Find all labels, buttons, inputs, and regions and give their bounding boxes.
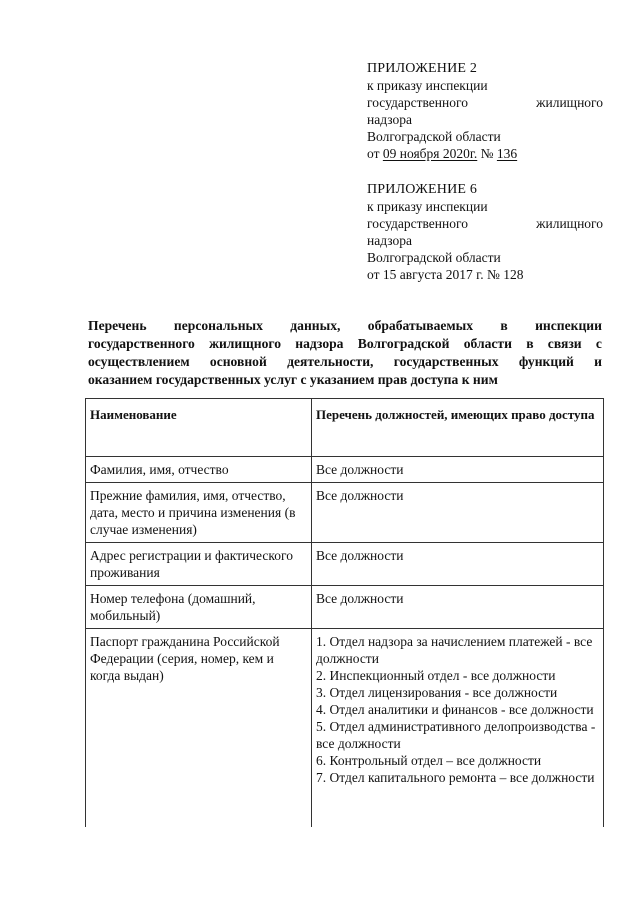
document-title xyxy=(88,317,602,389)
access-list-item: 5. Отдел административного делопроизводства - все должности xyxy=(316,719,596,751)
title-line xyxy=(88,317,602,335)
title-word: основной xyxy=(209,354,267,369)
title-word: государственных xyxy=(393,354,499,369)
appendix-previous-date-line: от 15 августа 2017 г. № 128 xyxy=(367,267,524,282)
title-word: инспекции xyxy=(535,318,602,333)
appendix-previous-line1: к приказу инспекции xyxy=(367,199,488,214)
title-word: в xyxy=(500,318,508,333)
access-list xyxy=(316,633,599,786)
header-name: Наименование xyxy=(86,399,312,457)
appendix-current-number: 136 xyxy=(496,146,518,161)
title-word: деятельности, xyxy=(287,354,374,369)
row-access-cell xyxy=(312,629,604,828)
table-row xyxy=(86,457,604,483)
appendix-current-line2-left: государственного xyxy=(367,95,468,110)
row-name-cell: Номер телефона (домашний, мобильный) xyxy=(86,586,312,629)
appendix-previous-line3: надзора xyxy=(367,233,412,248)
title-word: государственного xyxy=(88,336,195,351)
appendix-previous-line2-left: государственного xyxy=(367,216,468,231)
appendix-previous-line2 xyxy=(367,215,603,232)
title-word: связи xyxy=(547,336,582,351)
access-list-item: 1. Отдел надзора за начислением платежей - все должности xyxy=(316,634,593,666)
access-list-item: 4. Отдел аналитики и финансов - все должности xyxy=(316,702,594,717)
access-list-item: 6. Контрольный отдел – все должности xyxy=(316,753,542,768)
title-word: данных, xyxy=(290,318,341,333)
title-line xyxy=(88,353,602,371)
title-word: жилищного xyxy=(209,336,281,351)
row-access-cell: Все должности xyxy=(312,483,604,543)
personal-data-table xyxy=(85,398,604,827)
appendix-previous-line4: Волгоградской области xyxy=(367,250,501,265)
appendix-current-line1: к приказу инспекции xyxy=(367,78,488,93)
appendix-current-line2 xyxy=(367,94,603,111)
title-word: обрабатываемых xyxy=(367,318,474,333)
row-access-cell: Все должности xyxy=(312,457,604,483)
title-word: Волгоградской xyxy=(357,336,450,351)
row-name-cell: Паспорт гражданина Российской Федерации (серия, номер, кем и когда выдан) xyxy=(86,629,312,828)
table-row xyxy=(86,543,604,586)
appendix-current-line4: Волгоградской области xyxy=(367,129,501,144)
appendix-previous-line2-right: жилищного xyxy=(536,216,603,231)
appendix-current-date: 09 ноября 2020г. xyxy=(382,146,478,161)
appendix-previous-heading: ПРИЛОЖЕНИЕ 6 xyxy=(367,182,478,197)
row-name-cell: Фамилия, имя, отчество xyxy=(86,457,312,483)
appendix-current-heading: ПРИЛОЖЕНИЕ 2 xyxy=(367,61,478,76)
appendix-current-line2-right: жилищного xyxy=(536,95,603,110)
row-access-cell: Все должности xyxy=(312,586,604,629)
title-word: области xyxy=(463,336,512,351)
appendix-current-date-line xyxy=(367,145,603,162)
title-word: функций xyxy=(518,354,574,369)
table-row xyxy=(86,586,604,629)
title-word: и xyxy=(594,354,602,369)
table-header-row xyxy=(86,399,604,457)
table-row xyxy=(86,483,604,543)
row-access-cell: Все должности xyxy=(312,543,604,586)
appendix-current-date-prefix: от xyxy=(367,146,380,161)
title-word: с xyxy=(595,336,602,351)
row-name-cell: Адрес регистрации и фактического проживания xyxy=(86,543,312,586)
row-name-cell: Прежние фамилия, имя, отчество, дата, место и причина изменения (в случае изменения) xyxy=(86,483,312,543)
title-word: Перечень xyxy=(88,318,147,333)
appendix-current-line3: надзора xyxy=(367,112,412,127)
title-word: осуществлением xyxy=(88,354,190,369)
title-word: оказанием государственных услуг с указанием прав доступа к ним xyxy=(88,372,498,387)
access-list-item: 3. Отдел лицензирования - все должности xyxy=(316,685,558,700)
header-positions: Перечень должностей, имеющих право доступа xyxy=(312,399,604,457)
title-word: персональных xyxy=(173,318,263,333)
appendix-current-block xyxy=(367,60,603,162)
title-word: надзора xyxy=(295,336,344,351)
table-row xyxy=(86,629,604,828)
title-line xyxy=(88,335,602,353)
title-line xyxy=(88,371,602,389)
access-list-item: 2. Инспекционный отдел - все должности xyxy=(316,668,556,683)
appendix-previous-block xyxy=(367,181,603,283)
appendix-current-number-sign: № xyxy=(480,146,494,161)
title-word: в xyxy=(526,336,534,351)
access-list-item: 7. Отдел капитального ремонта – все должности xyxy=(316,770,595,785)
